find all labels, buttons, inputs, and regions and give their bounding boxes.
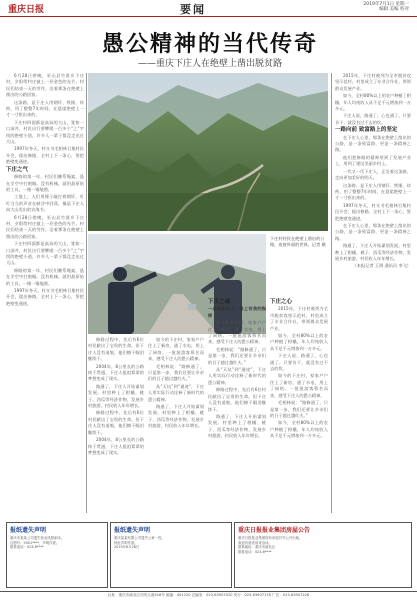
- footer: 社址：重庆市渝北区同茂大道416号 邮编：401120 总编室：023-63907020 发行：023-63907176 广告：023-63907228: [0, 591, 417, 600]
- article-column-1: 6月28日傍晚，巫山县竹贤乡下庄村，夕阳给村庄披上一层金色的光芒。村民们结束一天的劳作，沿着那条在绝壁上凿出的公路回家。 这条路，是下庄人用钢钎、铁锤、炸药，用了整整7年时间，在悬崖绝壁上一寸一寸抠出来的。 下庄村四面都是高耸的大山，犹如一口深井，村民出行要攀爬一百多个“之”字拐的绝壁小道，许多人一辈子都没走出过大山。 1997年冬天，村支书毛相林召集村民开会，提出修路，全村上下一条心，誓把绝壁变通途。 下庄之气 修路的第一年，村民们腰系绳索，悬在半空中打炮眼。没有机械，就用最原始的工具，一锤一锤地凿。 工地上，人们用锤子敲打着钢钎，叮叮当当的声音在峡谷中回荡，像是下庄人向大山发出的宣战书。 6月28日傍晚，巫山县竹贤乡下庄村，夕阳给村庄披上一层金色的光芒。村民们结束一天的劳作，沿着那条在绝壁上凿出的公路回家。 下庄村四面都是高耸的大山，犹如一口深井，村民出行要攀爬一百多个“之”字拐的绝壁小道，许多人一辈子都没走出过大山。 修路的第一年，村民们腰系绳索，悬在半空中打炮眼。没有机械，就用最原始的工具，一锤一锤地凿。 1997年冬天，村支书毛相林召集村民开会，提出修路，全村上下一条心，誓把绝壁变通途。: [6, 73, 84, 306]
- section-heading: 下庄之气: [6, 166, 29, 173]
- section-heading: 一路向前 致富路上的坚定: [335, 127, 398, 134]
- article-column-4: 下庄之魂 一条致富路上，路上有我的指挥 如今的下庄村，家家户户住上了新房，通了水电，用上了网络。一批批游客慕名而来，感受下庄人的愚公精神。 毛相林说：“路修通了，只是第一步，我们还要让乡亲们的日子越过越红火。” 从“天坑”到“通途”，下庄人用实际行动诠释了新时代的愚公精神。 修路过程中，先后有6位村民献出了宝贵的生命。但下庄人没有退缩，他们擦干眼泪继续干。 路通了，下庄人开始谋划发展。村里种上了柑橘、桃子、西瓜等经济作物，发展乡村旅游，村民收入年年增长。: [208, 299, 266, 439]
- issue-info: 2019年7月1日 星期一 编辑 美编 校对: [363, 2, 409, 12]
- article-column-3: 如今的下庄村，家家户户住上了新房，通了水电，用上了网络。一批批游客慕名而来，感受下庄人的愚公精神。 毛相林说：“路修通了，只是第一步，我们还要让乡亲们的日子越过越红火。” 从“天坑”到“通途”，下庄人用实际行动诠释了新时代的愚公精神。 路通了，下庄人开始谋划发展。村里种上了柑橘、桃子、西瓜等经济作物，发展乡村旅游，村民收入年年增长。: [148, 337, 204, 429]
- article-column-5: 下庄之心 2015年，下庄村被列为全市脱贫攻坚示范村。村里成立了专业合作社，带领群众发展产业。 如今，全村80%以上的农户种植了柑橘，年人均纯收入从不足千元增加到一万多元。 下庄人说，路通了，心也通了。只要肯干，就没有过不去的坎。 如今的下庄村，家家户户住上了新房，通了水电，用上了网络。一批批游客慕名而来，感受下庄人的愚公精神。 毛相林说：“路修通了，只是第一步，我们还要让乡亲们的日子越过越红火。” 如今，全村80%以上的农户种植了柑橘，年人均纯收入从不足千元增加到一万多元。: [270, 299, 328, 439]
- subhead: ——重庆下庄人在绝壁上凿出脱贫路: [137, 59, 282, 69]
- ad-notice-2: 报纸遗失声明 重庆某某有限公司遗失公章一枚， 特此声明作废。 2019年6月28日: [110, 522, 232, 588]
- article-column-2: 修路过程中，先后有6位村民献出了宝贵的生命。但下庄人没有退缩，他们擦干眼泪继续干。 2004年，8公里长的公路终于贯通，下庄人祖祖辈辈的梦想变成了现实。 路通了，下庄人开始谋划发展。村里种上了柑橘、桃子、西瓜等经济作物，发展乡村旅游，村民收入年年增长。 修路过程中，先后有6位村民献出了宝贵的生命。但下庄人没有退缩，他们擦干眼泪继续干。 2004年，8公里长的公路终于贯通，下庄人祖祖辈辈的梦想变成了现实。: [88, 337, 144, 455]
- ad-notice-1: 报纸遗失声明 重庆市某某公司遗失营业执照副本， 注册号：5001****，声明作废。 联系电话：023-6****: [6, 522, 108, 588]
- ad-notice-3: 重庆日报报业集团房屋公告 重庆日报报业集团现有房屋对外公开出租， 欢迎有意者前来洽谈。 联系地址：重庆市渝北区 联系电话：023-6****: [234, 522, 412, 588]
- paper-name: 重庆日报: [8, 5, 45, 15]
- article-column-6: 2015年，下庄村被列为全市脱贫攻坚示范村。村里成立了专业合作社，带领群众发展产业。 如今，全村80%以上的农户种植了柑橘，年人均纯收入从不足千元增加到一万多元。 下庄人说，路通了，心也通了。只要肯干，就没有过不去的坎。 一路向前 致富路上的坚定 在下庄人心里，那条在绝壁上凿出的公路，是一条致富路，更是一条精神之路。 他们把修路的精神用到了发展产业上，用到了建设美丽乡村上。 一代又一代下庄人，正沿着这条路，走向更加美好的明天。 这条路，是下庄人用钢钎、铁锤、炸药，用了整整7年时间，在悬崖绝壁上一寸一寸抠出来的。 1997年冬天，村支书毛相林召集村民开会，提出修路，全村上下一条心，誓把绝壁变通途。 在下庄人心里，那条在绝壁上凿出的公路，是一条致富路，更是一条精神之路。 路通了，下庄人开始谋划发展。村里种上了柑橘、桃子、西瓜等经济作物，发展乡村旅游，村民收入年年增长。 （本报记者 王翔 通讯员 李飞）: [335, 73, 411, 269]
- section-name: 要闻: [180, 3, 206, 16]
- column-rule: [331, 73, 332, 513]
- photo-caption: 下庄村村民在绝壁上凿出的公路，连接外面的世界。记者 摄: [270, 236, 326, 247]
- masthead: [0, 0, 417, 17]
- byline: （本报记者 王翔 通讯员 李飞）: [352, 263, 411, 269]
- section-heading: 下庄之魂: [208, 299, 231, 305]
- section-heading: 下庄之心: [270, 299, 293, 305]
- headline: 愚公精神的当代传奇: [101, 32, 318, 57]
- column-rule: [86, 73, 87, 513]
- cliff-road-photo: [88, 73, 328, 231]
